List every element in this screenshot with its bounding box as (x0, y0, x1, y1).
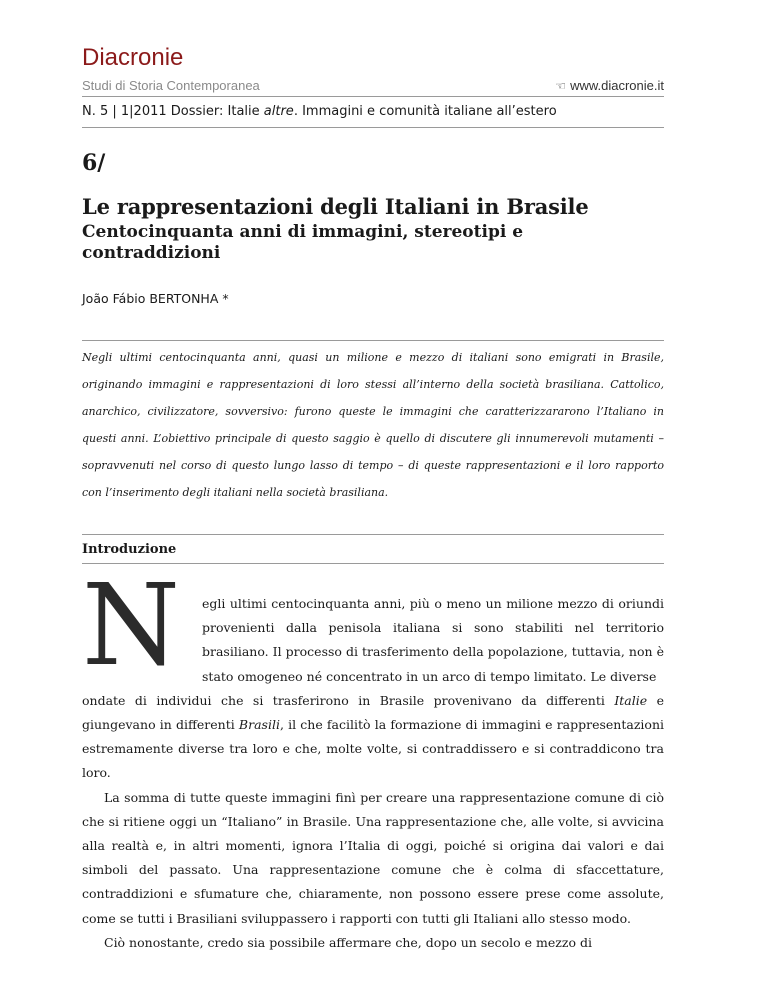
paragraph-1-dropcap-lines: egli ultimi centocinquanta anni, più o meno un milione mezzo di oriundi provenienti dalla penisola italiana si sono stabiliti nel territorio brasiliano. Il processo di trasferimento della popolazione, tuttavia, non è stato omogeneo né concentrato in un arco di tempo limitato. Le diverse (202, 596, 664, 684)
abstract: Negli ultimi centocinquanta anni, quasi un milione e mezzo di italiani sono emigrati in Brasile, originando immagini e rappresentazioni di loro stessi all’interno della società brasiliana. Cattolico, anarchico, civilizzatore, sovversivo: furono queste le immagini che caratterizzararono l’Italiano in questi anni. L’obiettivo principale di questo saggio è quello di discutere gli innumerevoli mutamenti – sopravvenuti nel corso di questo lungo lasso di tempo – di queste rappresentazioni e il loro rapporto con l’inserimento degli italiani nella società brasiliana. (82, 351, 664, 499)
section-title: Introduzione (82, 542, 177, 557)
drop-cap: N (82, 561, 180, 691)
p1-em-italie: Italie (614, 692, 648, 708)
paragraph-2: La somma di tutte queste immagini finì per creare una rappresentazione comune di ciò che si ritiene oggi un “Italiano” in Brasile. Una rappresentazione che, alle volte, si avvicina alla realtà e, in altri momenti, ignora l’Italia di oggi, poiché si origina dai valori e dai simboli del passato. Una rappresentazione comune che è colma di sfaccettature, contraddizioni e sfumature che, chiaramente, non possono essere prese come assolute, come se tutti i Brasiliani sviluppassero i rapporti con tutti gli Italiani allo stesso modo. (82, 789, 664, 926)
author: João Fábio BERTONHA * (82, 291, 229, 306)
header-rule (82, 96, 664, 97)
paragraph-3: Ciò nonostante, credo sia possibile affermare che, dopo un secolo e mezzo di (104, 934, 592, 950)
p1-rest-b: e giungevano in differenti (82, 692, 664, 733)
issue-suffix: . Immagini e comunità italiane all’estero (293, 104, 557, 119)
article-number: 6/ (82, 150, 106, 176)
site-link[interactable] (555, 78, 664, 93)
abstract-top-rule (82, 340, 664, 341)
site-url[interactable]: www.diacronie.it (570, 78, 664, 93)
journal-title[interactable]: Diacronie (82, 44, 184, 71)
section-top-rule (82, 534, 664, 535)
paragraph-1-rest (82, 689, 664, 786)
hand-pointer-icon: ☜ (555, 79, 567, 93)
p1-rest-c: , il che facilitò la formazione di immagini e rappresentazioni estremamente diverse tra loro e che, molte volte, si contraddissero e si contraddicono tra loro. (82, 717, 664, 781)
journal-subtitle: Studi di Storia Contemporanea (82, 78, 260, 93)
article-subtitle: Centocinquanta anni di immagini, stereotipi e contraddizioni (82, 222, 524, 263)
issue-line (82, 104, 557, 119)
p1-rest-a: ondate di individui che si trasferirono in Brasile provenivano da differenti (82, 692, 615, 708)
article-title: Le rappresentazioni degli Italiani in Brasile (82, 194, 589, 219)
issue-em: altre (263, 104, 294, 119)
body-text (82, 592, 664, 955)
issue-prefix: N. 5 | 1|2011 Dossier: Italie (82, 104, 264, 119)
p1-em-brasili: Brasili (238, 717, 280, 733)
issue-rule (82, 127, 664, 128)
